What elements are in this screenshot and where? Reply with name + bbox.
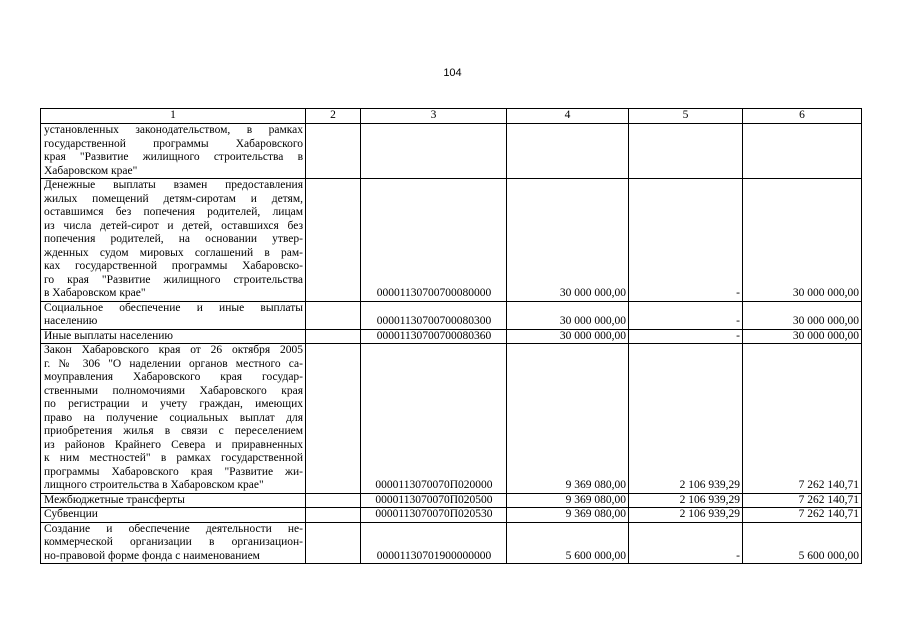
description-line: но-правовой форме фонда с наименованием (44, 549, 260, 562)
row-value-col5: - (629, 329, 743, 344)
row-description (41, 508, 306, 523)
row-value-col6: 7 262 140,71 (743, 493, 862, 508)
row-value-col4: 30 000 000,00 (507, 329, 629, 344)
row-value-col5: 2 106 939,29 (629, 493, 743, 508)
description-line: к ним местностей" в рамках государственной (44, 452, 303, 464)
row-value-col4: 9 369 080,00 (507, 344, 629, 494)
description-line: право на получение социальных выплат для (44, 411, 303, 424)
description-line: установленных законодательством, в рамках (44, 124, 303, 136)
row-value-col5: 2 106 939,29 (629, 508, 743, 523)
row-value-col4: 5 600 000,00 (507, 522, 629, 564)
description-line: жилых помещений детям-сиротам и детям, (44, 192, 303, 205)
row-code: 0000113070070П020000 (361, 344, 507, 494)
header-cell-6: 6 (743, 109, 862, 124)
description-line: приобретения жилья в связи с переселением (44, 425, 303, 437)
description-line: моуправления Хабаровского края государ- (44, 371, 303, 383)
description-line: населению (44, 315, 98, 327)
description-line: по регистрации и учету граждан, имеющих (44, 398, 303, 410)
row-description (41, 124, 306, 179)
table-row (41, 508, 862, 523)
row-value-col6: 30 000 000,00 (743, 301, 862, 329)
row-value-col6: 30 000 000,00 (743, 329, 862, 344)
description-line: Субвенции (44, 508, 98, 520)
table-row (41, 493, 862, 508)
description-line: ках государственной программы Хабаровско- (44, 260, 303, 272)
table-header-row (41, 109, 862, 124)
description-line: в Хабаровском крае" (44, 287, 146, 299)
row-code: 0000113070070П020530 (361, 508, 507, 523)
row-column-2 (306, 329, 361, 344)
header-cell-2: 2 (306, 109, 361, 124)
description-line: государственной программы Хабаровского (44, 137, 303, 150)
header-cell-5: 5 (629, 109, 743, 124)
header-cell-1: 1 (41, 109, 306, 124)
row-value-col4: 9 369 080,00 (507, 493, 629, 508)
description-line: Хабаровском крае" (44, 164, 138, 177)
table-row (41, 344, 862, 494)
description-line: из районов Крайнего Севера и приравненных (44, 438, 303, 451)
header-cell-3: 3 (361, 109, 507, 124)
row-value-col4: 9 369 080,00 (507, 508, 629, 523)
row-description (41, 179, 306, 302)
description-line: Денежные выплаты взамен предоставления (44, 179, 303, 191)
row-description (41, 522, 306, 564)
row-code: 00001130700700080360 (361, 329, 507, 344)
row-column-2 (306, 522, 361, 564)
page-number: 104 (443, 67, 462, 79)
description-line: Закон Хабаровского края от 26 октября 2005 (44, 344, 303, 356)
row-value-col4: 30 000 000,00 (507, 301, 629, 329)
description-line: го края "Развитие жилищного строительства (44, 273, 303, 286)
row-code: 00001130700700080300 (361, 301, 507, 329)
row-value-col6: 7 262 140,71 (743, 508, 862, 523)
row-value-col6: 5 600 000,00 (743, 522, 862, 564)
description-line: Социальное обеспечение и иные выплаты (44, 301, 303, 314)
row-column-2 (306, 124, 361, 179)
row-value-col5: - (629, 522, 743, 564)
description-line: ственными полномочиями Хабаровского края (44, 384, 303, 397)
description-line: коммерческой организации в организацион- (44, 536, 303, 548)
table-row (41, 329, 862, 344)
table-row (41, 124, 862, 179)
table-row (41, 179, 862, 302)
description-line: программы Хабаровского края "Развитие жи- (44, 465, 303, 478)
row-code: 00001130700700080000 (361, 179, 507, 302)
row-value-col5 (629, 124, 743, 179)
row-value-col4: 30 000 000,00 (507, 179, 629, 302)
description-line: Межбюджетные трансферты (44, 493, 185, 506)
row-value-col6: 7 262 140,71 (743, 344, 862, 494)
description-line: попечения родителей, на основании утвер- (44, 233, 303, 245)
row-value-col6: 30 000 000,00 (743, 179, 862, 302)
row-value-col5: - (629, 301, 743, 329)
description-line: из числа детей-сирот и детей, оставшихся без (44, 219, 303, 232)
budget-table-body (41, 109, 862, 564)
row-column-2 (306, 301, 361, 329)
row-description (41, 344, 306, 494)
header-cell-4: 4 (507, 109, 629, 124)
row-description (41, 493, 306, 508)
row-column-2 (306, 508, 361, 523)
description-line: края "Развитие жилищного строительства в (44, 151, 303, 163)
row-value-col5: - (629, 179, 743, 302)
row-value-col5: 2 106 939,29 (629, 344, 743, 494)
row-code (361, 124, 507, 179)
row-column-2 (306, 179, 361, 302)
row-value-col4 (507, 124, 629, 179)
description-line: г. № 306 "О наделении органов местного са- (44, 357, 303, 370)
description-line: Иные выплаты населению (44, 329, 173, 342)
description-line: оставшимся без попечения родителей, лицам (44, 206, 303, 218)
description-line: лищного строительства в Хабаровском крае" (44, 479, 264, 491)
row-code: 0000113070070П020500 (361, 493, 507, 508)
row-column-2 (306, 344, 361, 494)
row-description (41, 301, 306, 329)
budget-table (40, 108, 862, 564)
row-column-2 (306, 493, 361, 508)
table-row (41, 301, 862, 329)
description-line: Создание и обеспечение деятельности не- (44, 522, 303, 535)
row-value-col6 (743, 124, 862, 179)
row-code: 00001130701900000000 (361, 522, 507, 564)
table-row (41, 522, 862, 564)
description-line: жденных судом мировых соглашений в рам- (44, 246, 303, 259)
row-description (41, 329, 306, 344)
